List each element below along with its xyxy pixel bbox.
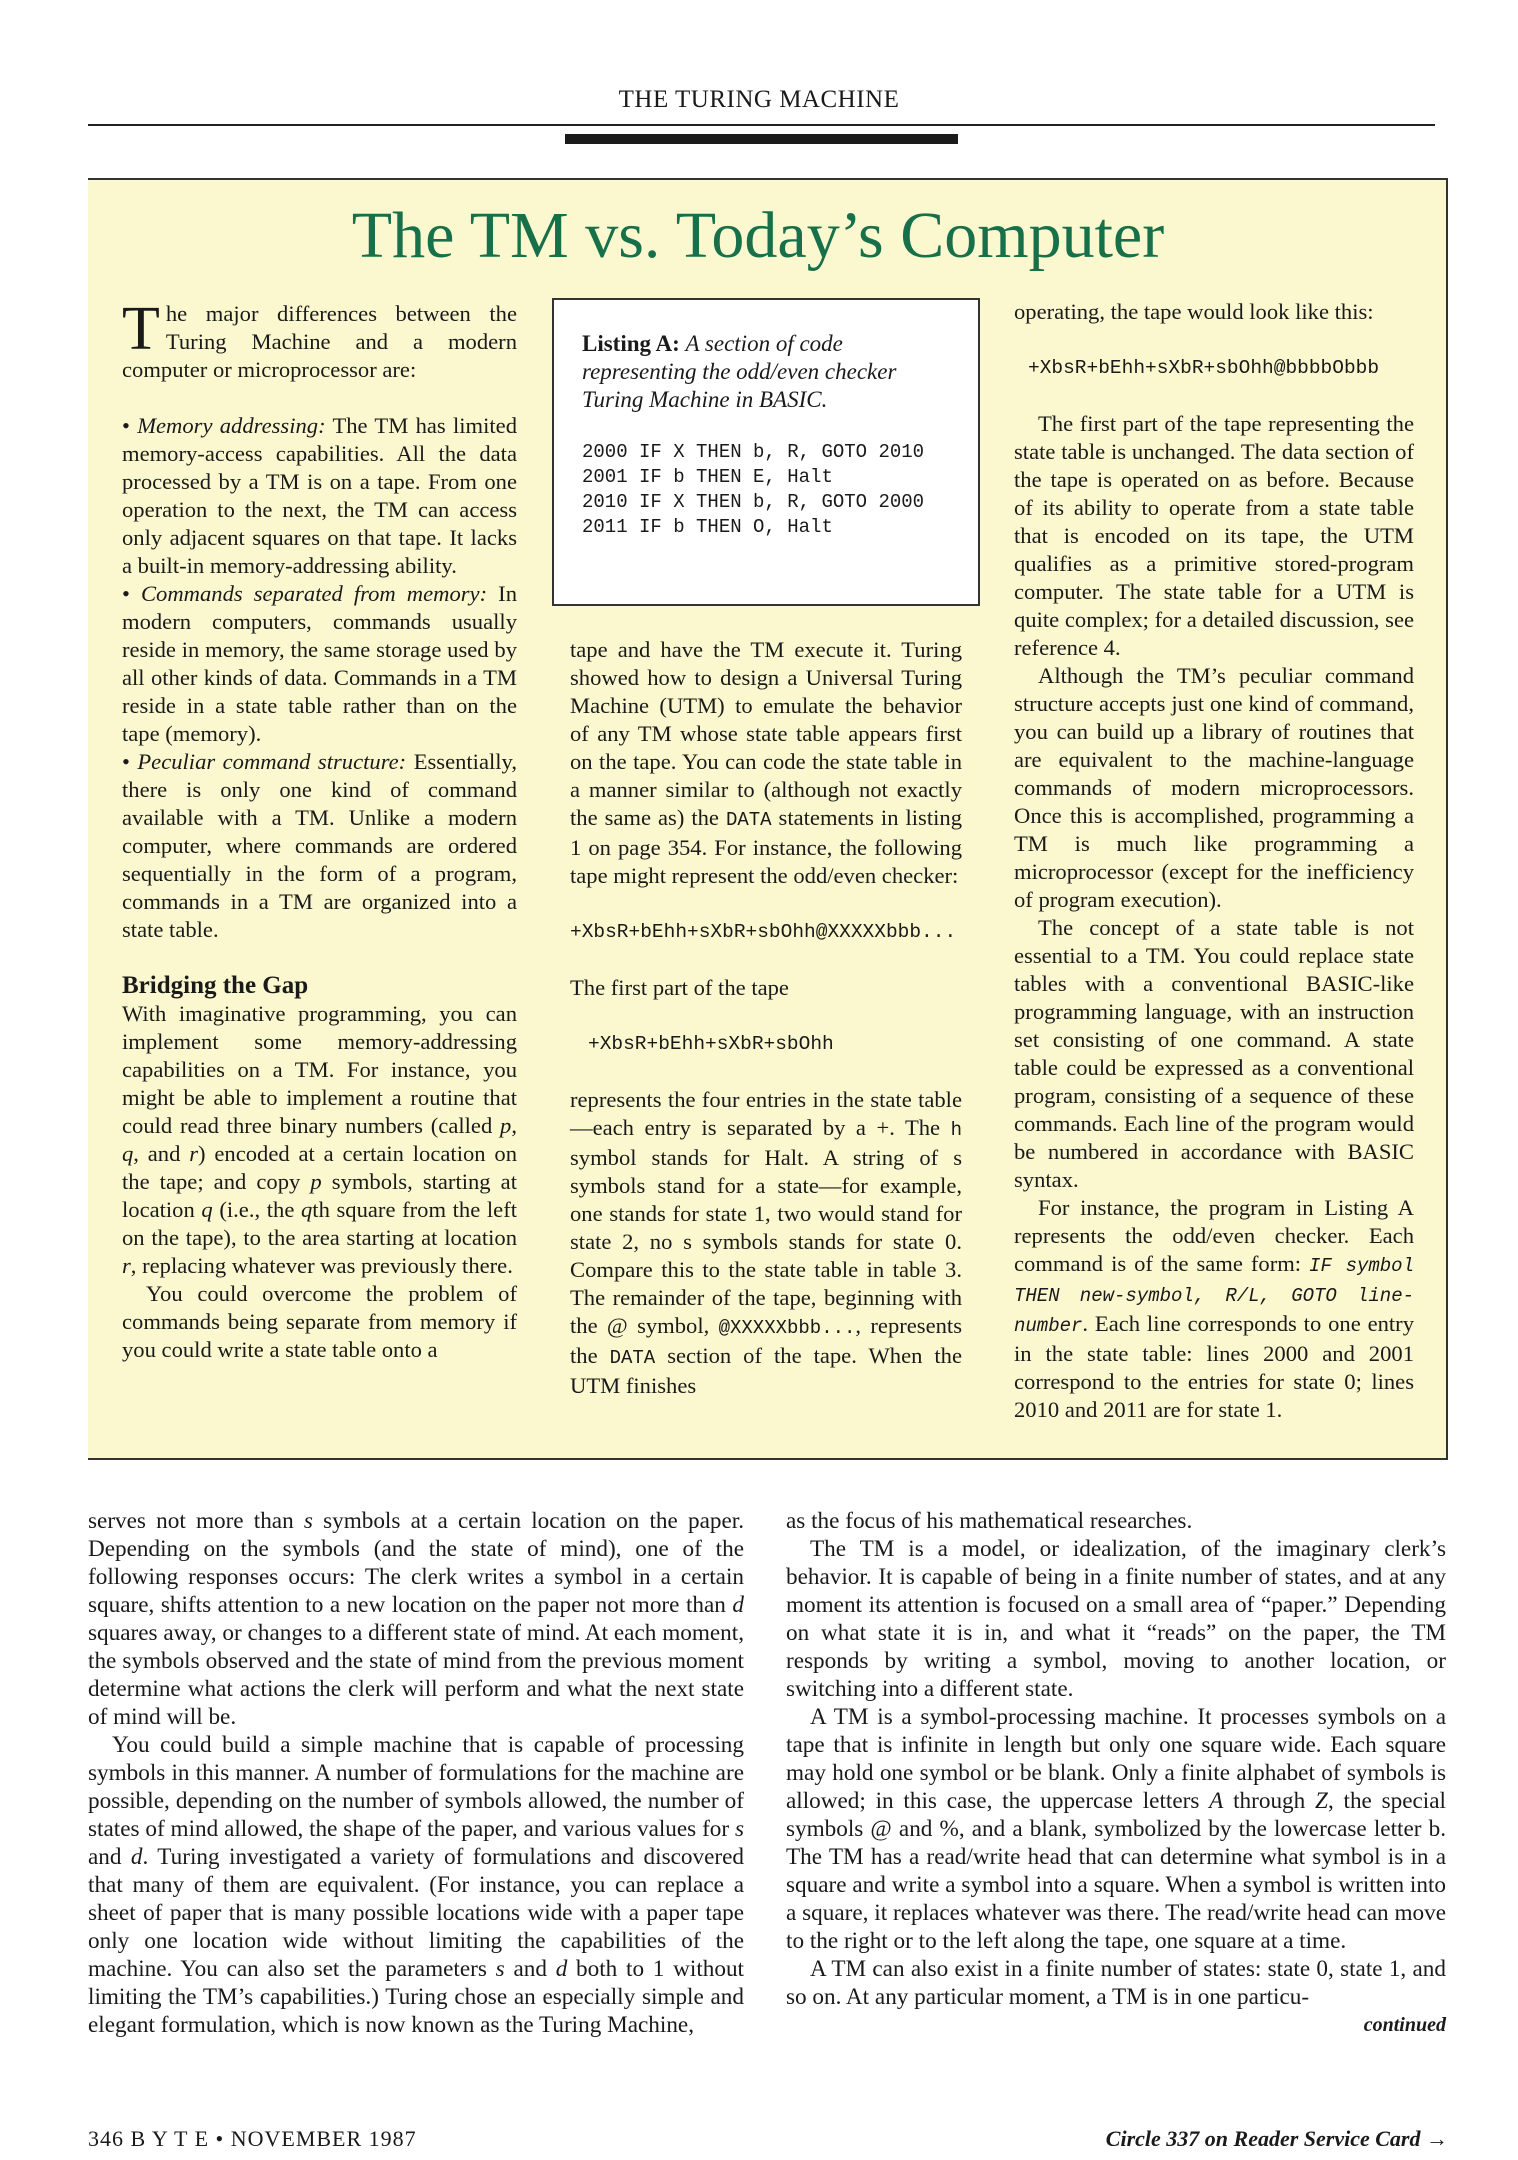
- listing-a-box: [552, 298, 980, 606]
- sidebar-column-2: [570, 636, 962, 1400]
- code-line: 2011 IF b THEN O, Halt: [582, 516, 833, 538]
- operating-line: operating, the tape would look like this:: [1014, 299, 1374, 324]
- sidebar-title: The TM vs. Today’s Computer: [351, 199, 1165, 272]
- sidebar-column-3: [1014, 298, 1414, 1424]
- tape-example-1: +XbsR+bEhh+sXbR+sbOhh@XXXXXbbb...: [570, 921, 957, 943]
- continued-label: continued: [1363, 2014, 1446, 2036]
- intro-paragraph: The major differences between the Turing Machine and a modern computer or microprocessor are:: [122, 295, 517, 382]
- footer-folio: 346 B Y T E • NOVEMBER 1987: [88, 2126, 417, 2151]
- tape-example-2: +XbsR+bEhh+sXbR+sbOhh: [588, 1033, 834, 1055]
- sidebar-column-1: [122, 295, 518, 1364]
- running-head: THE TURING MACHINE: [618, 86, 900, 113]
- concept-paragraph: The concept of a state table is not essential to a TM. You could replace state tables with a conventional BASIC-like programming language, with an instruction set consisting of one command. A state table could be expressed as a conventional program, consisting of a sequence of these commands. Each line of the program would be numbered in accordance with BASIC syntax.: [1014, 915, 1414, 1192]
- state-table-paragraph: represents the four entries in the state table—each entry is separated by a +. The h symbol stands for Halt. A string of s symbols stand for a state—for example, one stands for state 1, two would stand for state 2, no s symbols stands for state 0. Compare this to the state table in table 3. The remainder of the tape, beginning with the @ symbol, @XXXXXbbb..., represents the DATA section of the tape. When the UTM finishes: [570, 1087, 962, 1398]
- unchanged-paragraph: The first part of the tape representing the state table is unchanged. The data section of the tape is operated on as before. Because of its ability to operate from a state table that is encoded on its tape, the UTM qualifies as a primitive stored-program computer. The state table for a UTM is quite complex; for a detailed discussion, see reference 4.: [1014, 411, 1414, 660]
- tape-example-3: +XbsR+bEhh+sXbR+sbOhh@bbbbObbb: [1028, 357, 1380, 379]
- body-paragraph: The TM is a model, or idealization, of the imaginary clerk’s behavior. It is capable of being in a finite number of states, and at any moment its attention is focused on a small area of “paper.” Depending on what state it is in, and what it “reads” on the paper, the TM responds by writing a symbol, moving to another location, or switching into a different state.: [786, 1536, 1446, 1702]
- overcome-paragraph: You could overcome the problem of commands being separate from memory if you could write a state table onto a: [122, 1281, 517, 1362]
- body-column-right: [786, 1507, 1446, 2039]
- library-paragraph: Although the TM’s peculiar command structure accepts just one kind of command, you can build up a library of routines that are equivalent to the machine-language commands of modern microprocessors. Once this is accomplished, programming a TM is much like programming a microprocessor (except for the inefficiency of program execution).: [1014, 663, 1414, 912]
- body-paragraph: serves not more than s symbols at a certain location on the paper. Depending on the symbols (and the state of mind), one of the following responses occurs: The clerk writes a symbol in a certain square, shifts attention to a new location on the paper not more than d squares away, or changes to a different state of mind. At each moment, the symbols observed and the state of mind from the previous moment determine what actions the clerk will perform and what the next state of mind will be.: [88, 1508, 744, 1730]
- code-line: 2010 IF X THEN b, R, GOTO 2000: [582, 491, 925, 513]
- body-column-left: [88, 1507, 744, 2039]
- subhead-bridging-the-gap: Bridging the Gap: [122, 972, 309, 999]
- bridging-paragraph: With imaginative programming, you can implement some memory-addressing capabilities on a TM. For instance, you might be able to implement a routine that could read three binary numbers (called p, q, and r) encoded at a certain location on the tape; and copy p symbols, starting at location q (i.e., the qth square from the left on the tape), to the area starting at location r, replacing whatever was previously there.: [122, 1001, 517, 1278]
- drop-cap: T: [122, 295, 160, 363]
- utm-paragraph: tape and have the TM execute it. Turing showed how to design a Universal Turing Machine (UTM) to emulate the behavior of any TM whose state table appears first on the tape. You can code the state table in a manner similar to (although not exactly the same as) the DATA statements in listing 1 on page 354. For instance, the following tape might represent the odd/even checker:: [570, 637, 962, 888]
- header-bar: [565, 134, 958, 144]
- body-paragraph: as the focus of his mathematical researches.: [786, 1508, 1193, 1534]
- bullet-memory-addressing: • Memory addressing: The TM has limited memory-access capabilities. All the data processed by a TM is on a tape. From one operation to the next, the TM can access only adjacent squares on that tape. It lacks a built-in memory-addressing ability.: [122, 413, 517, 578]
- header-rule: [88, 124, 1435, 126]
- listing-a-code: [582, 440, 950, 540]
- listing-form-paragraph: For instance, the program in Listing A represents the odd/even checker. Each command is of the same form: IF symbol THEN new-symbol, R/L, GOTO line-number. Each line corresponds to one entry in the state table: lines 2000 and 2001 correspond to the entries for state 0; lines 2010 and 2011 are for state 1.: [1014, 1195, 1414, 1422]
- code-line: 2000 IF X THEN b, R, GOTO 2010: [582, 441, 925, 463]
- reader-service-link[interactable]: Circle 337 on Reader Service Card →: [1105, 2126, 1448, 2151]
- body-paragraph: You could build a simple machine that is capable of processing symbols in this manner. A number of formulations for the machine are possible, depending on the number of symbols allowed, the number of states of mind allowed, the shape of the paper, and various values for s and d. Turing investigated a variety of formulations and discovered that many of them are equivalent. (For instance, you can replace a sheet of paper that is many possible locations wide with a paper tape only one location wide without limiting the capabilities of the machine. You can also set the parameters s and d both to 1 without limiting the TM’s capabilities.) Turing chose an especially simple and elegant formulation, which is now known as the Turing Machine,: [88, 1732, 744, 2038]
- body-paragraph: A TM is a symbol-processing machine. It processes symbols on a tape that is infinite in length but only one square wide. Each square may hold one symbol or be blank. Only a finite alphabet of symbols is allowed; in this case, the uppercase letters A through Z, the special symbols @ and %, and a blank, symbolized by the lowercase letter b. The TM has a read/write head that can determine what symbol is in a square and write a symbol into a square. When a symbol is written into a square, it replaces whatever was there. The read/write head can move to the right or to the left along the tape, one square at a time.: [786, 1704, 1446, 1954]
- listing-a-caption: Listing A: A section of code representing the odd/even checker Turing Machine in BASIC.: [582, 331, 897, 412]
- bullet-commands-separated: • Commands separated from memory: In modern computers, commands usually reside in memory, the same storage used by all other kinds of data. Commands in a TM reside in a state table rather than on the tape (memory).: [122, 581, 517, 746]
- bullet-command-structure: • Peculiar command structure: Essentially, there is only one kind of command available with a TM. Unlike a modern computer, where commands are ordered sequentially in the form of a program, commands in a TM are organized into a state table.: [122, 749, 518, 942]
- first-part-line: The first part of the tape: [570, 975, 789, 1000]
- body-paragraph: A TM can also exist in a finite number of states: state 0, state 1, and so on. At any particular moment, a TM is in one particu-: [786, 1956, 1446, 2010]
- code-line: 2001 IF b THEN E, Halt: [582, 466, 833, 488]
